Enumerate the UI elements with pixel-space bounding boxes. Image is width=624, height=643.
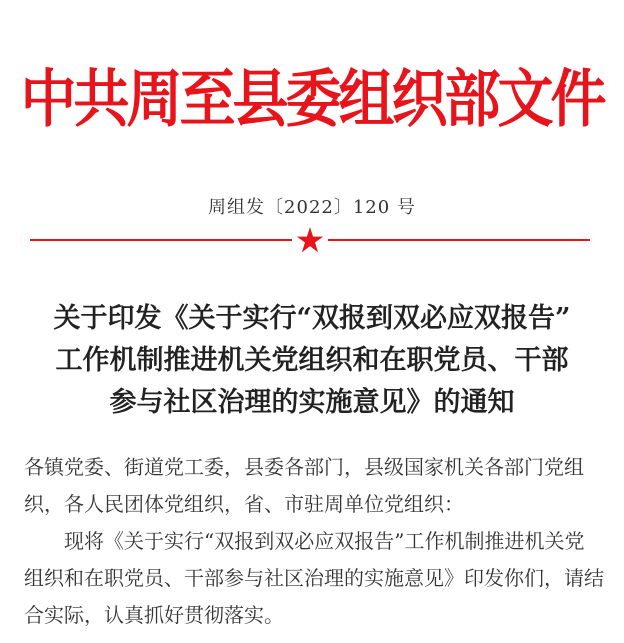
title-line-1: 关于印发《关于实行“双报到双必应双报告” (53, 303, 571, 334)
divider-line-right (328, 239, 590, 241)
document-body (24, 449, 604, 634)
document-masthead: 中共周至县委组织部文件 (20, 63, 604, 137)
body-paragraph: 现将《关于实行“双报到双必应双报告”工作机制推进机关党组织和在职党员、干部参与社区治理的实施意见》印发你们，请结合实际，认真抓好贯彻落实。 (24, 529, 604, 627)
document-title (0, 298, 624, 424)
divider-line-left (30, 239, 292, 241)
salutation: 各镇党委、街道党工委，县委各部门，县级国家机关各部门党组织，各人民团体党组织，省、市驻周单位党组织： (24, 455, 584, 516)
red-divider (30, 228, 590, 252)
title-line-3: 参与社区治理的实施意见》的通知 (109, 387, 515, 418)
title-line-2: 工作机制推进机关党组织和在职党员、干部 (55, 345, 569, 376)
document-number: 周组发〔2022〕120 号 (208, 197, 416, 218)
star-icon (296, 226, 324, 254)
